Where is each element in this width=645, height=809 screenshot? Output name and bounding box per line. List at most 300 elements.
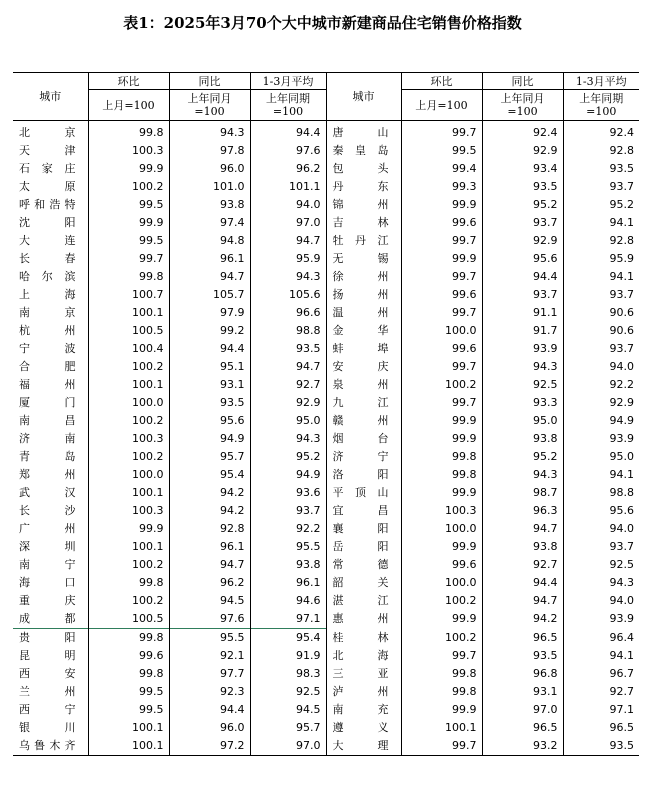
city-cell: 湛江: [326, 592, 401, 610]
city-cell: 济宁: [326, 448, 401, 466]
avg-value-cell: 95.0: [250, 412, 326, 430]
mom-value-cell: 99.7: [401, 647, 482, 665]
avg-value-cell: 95.5: [250, 538, 326, 556]
avg-value-cell: 93.9: [563, 610, 639, 629]
mom-value-cell: 99.6: [401, 214, 482, 232]
city-cell: 赣州: [326, 412, 401, 430]
avg-value-cell: 94.9: [563, 412, 639, 430]
yoy-base-text: 上年同月=100: [187, 92, 232, 118]
city-cell: 西安: [19, 667, 76, 680]
table-row: [13, 556, 639, 574]
table-row: [13, 196, 639, 214]
city-cell: 南宁: [19, 558, 76, 571]
yoy-value-cell: 97.0: [482, 701, 563, 719]
avg-value-cell: 92.5: [250, 683, 326, 701]
yoy-value-cell: 94.2: [482, 610, 563, 629]
city-cell: 南京: [19, 306, 76, 319]
table-row: [13, 448, 639, 466]
city-cell: 郑州: [19, 468, 76, 481]
city-cell: 秦皇岛: [326, 142, 401, 160]
table-row: [13, 412, 639, 430]
city-cell: 韶关: [326, 574, 401, 592]
yoy-value-cell: 95.2: [482, 448, 563, 466]
mom-value-cell: 100.1: [401, 719, 482, 737]
avg-value-cell: 98.8: [250, 322, 326, 340]
city-cell: 宜昌: [326, 502, 401, 520]
table-row: [13, 737, 639, 756]
avg-value-cell: 94.4: [250, 121, 326, 143]
yoy-value-cell: 94.7: [482, 520, 563, 538]
mom-value-cell: 100.3: [401, 502, 482, 520]
yoy-value-cell: 105.7: [169, 286, 250, 304]
yoy-value-cell: 94.4: [169, 340, 250, 358]
avg-value-cell: 91.9: [250, 647, 326, 665]
table-row: [13, 268, 639, 286]
mom-value-cell: 100.3: [88, 430, 169, 448]
yoy-value-cell: 95.6: [482, 250, 563, 268]
mom-header-right: 环比: [401, 73, 482, 90]
avg-value-cell: 95.2: [563, 196, 639, 214]
city-cell: 上海: [19, 288, 76, 301]
city-cell: 厦门: [19, 396, 76, 409]
avg-value-cell: 90.6: [563, 322, 639, 340]
table-row: [13, 142, 639, 160]
mom-value-cell: 99.9: [401, 484, 482, 502]
mom-value-cell: 99.6: [401, 556, 482, 574]
yoy-value-cell: 94.4: [482, 574, 563, 592]
mom-value-cell: 99.9: [401, 701, 482, 719]
mom-value-cell: 99.7: [401, 737, 482, 756]
avg-base-left: [250, 90, 326, 121]
city-cell: 太原: [19, 180, 76, 193]
mom-value-cell: 100.2: [88, 412, 169, 430]
avg-value-cell: 95.0: [563, 448, 639, 466]
yoy-value-cell: 94.3: [482, 358, 563, 376]
mom-value-cell: 100.1: [88, 538, 169, 556]
avg-value-cell: 94.5: [250, 701, 326, 719]
table-row: [13, 683, 639, 701]
mom-value-cell: 100.7: [88, 286, 169, 304]
city-cell: 哈尔滨: [19, 270, 76, 283]
city-cell: 惠州: [326, 610, 401, 629]
mom-value-cell: 99.7: [401, 358, 482, 376]
city-cell: 宁波: [19, 342, 76, 355]
yoy-value-cell: 91.7: [482, 322, 563, 340]
city-cell: 丹东: [326, 178, 401, 196]
table-row: [13, 250, 639, 268]
avg-value-cell: 94.6: [250, 592, 326, 610]
yoy-value-cell: 96.5: [482, 719, 563, 737]
avg-value-cell: 94.3: [563, 574, 639, 592]
table-row: [13, 214, 639, 232]
avg-value-cell: 92.8: [563, 232, 639, 250]
yoy-header-left: 同比: [169, 73, 250, 90]
city-cell: 武汉: [19, 486, 76, 499]
city-cell: 昆明: [19, 649, 76, 662]
city-cell: 长春: [19, 252, 76, 265]
mom-value-cell: 100.2: [88, 178, 169, 196]
yoy-value-cell: 97.2: [169, 737, 250, 756]
yoy-value-cell: 93.1: [482, 683, 563, 701]
table-row: [13, 304, 639, 322]
avg-value-cell: 93.7: [563, 178, 639, 196]
city-cell: 无锡: [326, 250, 401, 268]
avg-value-cell: 94.0: [563, 592, 639, 610]
avg-value-cell: 93.7: [563, 538, 639, 556]
yoy-value-cell: 97.9: [169, 304, 250, 322]
table-row: [13, 160, 639, 178]
mom-value-cell: 100.3: [88, 142, 169, 160]
city-cell: 北京: [19, 126, 76, 139]
avg-value-cell: 92.8: [563, 142, 639, 160]
yoy-value-cell: 94.3: [169, 121, 250, 143]
mom-value-cell: 99.8: [401, 448, 482, 466]
city-cell: 吉林: [326, 214, 401, 232]
yoy-value-cell: 94.3: [482, 466, 563, 484]
yoy-value-cell: 96.0: [169, 719, 250, 737]
yoy-value-cell: 93.3: [482, 394, 563, 412]
city-cell: 成都: [19, 612, 76, 625]
avg-value-cell: 94.3: [250, 268, 326, 286]
avg-value-cell: 93.7: [250, 502, 326, 520]
yoy-value-cell: 92.5: [482, 376, 563, 394]
table-title: 表1：2025年3月70个大中城市新建商品住宅销售价格指数: [123, 14, 522, 32]
city-cell: 温州: [326, 304, 401, 322]
yoy-value-cell: 92.7: [482, 556, 563, 574]
mom-value-cell: 99.8: [88, 665, 169, 683]
city-cell: 南昌: [19, 414, 76, 427]
city-cell: 广州: [19, 522, 76, 535]
yoy-value-cell: 96.8: [482, 665, 563, 683]
yoy-value-cell: 95.0: [482, 412, 563, 430]
city-cell: 北海: [326, 647, 401, 665]
avg-base-text: 上年同期=100: [266, 92, 310, 118]
yoy-value-cell: 98.7: [482, 484, 563, 502]
city-cell: 桂林: [326, 629, 401, 648]
avg-value-cell: 94.1: [563, 466, 639, 484]
mom-value-cell: 99.7: [401, 232, 482, 250]
city-cell: 包头: [326, 160, 401, 178]
price-index-table: [13, 72, 639, 756]
mom-value-cell: 99.8: [88, 268, 169, 286]
table-row: [13, 538, 639, 556]
mom-value-cell: 99.7: [401, 304, 482, 322]
avg-value-cell: 95.4: [250, 629, 326, 648]
city-cell: 三亚: [326, 665, 401, 683]
city-cell: 杭州: [19, 324, 76, 337]
city-cell: 重庆: [19, 594, 76, 607]
mom-value-cell: 99.9: [401, 610, 482, 629]
yoy-value-cell: 92.3: [169, 683, 250, 701]
avg-value-cell: 96.5: [563, 719, 639, 737]
avg-value-cell: 95.7: [250, 719, 326, 737]
avg-value-cell: 92.2: [563, 376, 639, 394]
yoy-base-right: [482, 90, 563, 121]
mom-value-cell: 99.9: [401, 196, 482, 214]
city-header-right: 城市: [326, 73, 401, 121]
city-cell: 襄阳: [326, 520, 401, 538]
table-row: [13, 178, 639, 196]
yoy-value-cell: 93.1: [169, 376, 250, 394]
city-cell: 大连: [19, 234, 76, 247]
table-row: [13, 466, 639, 484]
avg-value-cell: 92.9: [563, 394, 639, 412]
city-cell: 洛阳: [326, 466, 401, 484]
city-cell: 海口: [19, 576, 76, 589]
city-cell: 安庆: [326, 358, 401, 376]
mom-value-cell: 100.2: [88, 448, 169, 466]
mom-value-cell: 99.8: [88, 629, 169, 648]
mom-value-cell: 100.2: [88, 358, 169, 376]
yoy-value-cell: 94.4: [482, 268, 563, 286]
mom-value-cell: 100.2: [401, 629, 482, 648]
table-row: [13, 286, 639, 304]
mom-value-cell: 100.0: [401, 322, 482, 340]
yoy-value-cell: 94.2: [169, 484, 250, 502]
yoy-value-cell: 92.4: [482, 121, 563, 143]
yoy-value-cell: 101.0: [169, 178, 250, 196]
city-cell: 金华: [326, 322, 401, 340]
avg-value-cell: 97.6: [250, 142, 326, 160]
mom-value-cell: 100.1: [88, 304, 169, 322]
yoy-value-cell: 95.5: [169, 629, 250, 648]
avg-value-cell: 97.0: [250, 214, 326, 232]
table-row: [13, 502, 639, 520]
avg-value-cell: 93.5: [563, 160, 639, 178]
mom-value-cell: 99.9: [88, 214, 169, 232]
city-cell: 福州: [19, 378, 76, 391]
mom-value-cell: 100.0: [401, 574, 482, 592]
mom-value-cell: 99.8: [401, 665, 482, 683]
city-cell: 常德: [326, 556, 401, 574]
avg-value-cell: 94.0: [563, 358, 639, 376]
mom-value-cell: 99.5: [88, 232, 169, 250]
yoy-value-cell: 94.9: [169, 430, 250, 448]
yoy-value-cell: 95.6: [169, 412, 250, 430]
table-row: [13, 610, 639, 629]
mom-value-cell: 99.5: [88, 196, 169, 214]
avg-value-cell: 98.8: [563, 484, 639, 502]
city-cell: 西宁: [19, 703, 76, 716]
yoy-value-cell: 93.5: [482, 647, 563, 665]
mom-header-left: 环比: [88, 73, 169, 90]
avg-value-cell: 97.0: [250, 737, 326, 756]
avg-value-cell: 92.7: [250, 376, 326, 394]
avg-value-cell: 94.1: [563, 647, 639, 665]
avg-value-cell: 92.5: [563, 556, 639, 574]
city-cell: 长沙: [19, 504, 76, 517]
avg-base-right: [563, 90, 639, 121]
mom-value-cell: 99.9: [88, 160, 169, 178]
mom-value-cell: 99.5: [88, 683, 169, 701]
yoy-value-cell: 93.2: [482, 737, 563, 756]
city-cell: 南充: [326, 701, 401, 719]
yoy-value-cell: 97.4: [169, 214, 250, 232]
city-cell: 兰州: [19, 685, 76, 698]
table-row: [13, 484, 639, 502]
yoy-value-cell: 94.7: [482, 592, 563, 610]
yoy-header-right: 同比: [482, 73, 563, 90]
mom-value-cell: 99.8: [401, 683, 482, 701]
table-row: [13, 322, 639, 340]
yoy-value-cell: 95.1: [169, 358, 250, 376]
avg-header-left: 1-3月平均: [250, 73, 326, 90]
yoy-base-text: 上年同月=100: [500, 92, 545, 118]
mom-value-cell: 99.5: [401, 142, 482, 160]
mom-value-cell: 100.3: [88, 502, 169, 520]
mom-value-cell: 99.9: [401, 412, 482, 430]
avg-header-right: 1-3月平均: [563, 73, 639, 90]
yoy-value-cell: 94.8: [169, 232, 250, 250]
yoy-value-cell: 97.8: [169, 142, 250, 160]
mom-value-cell: 99.9: [401, 538, 482, 556]
city-cell: 牡丹江: [326, 232, 401, 250]
yoy-value-cell: 93.4: [482, 160, 563, 178]
avg-value-cell: 97.1: [563, 701, 639, 719]
yoy-value-cell: 94.5: [169, 592, 250, 610]
yoy-value-cell: 96.1: [169, 250, 250, 268]
table-row: [13, 520, 639, 538]
mom-value-cell: 99.7: [401, 121, 482, 143]
avg-value-cell: 96.2: [250, 160, 326, 178]
yoy-value-cell: 92.9: [482, 232, 563, 250]
table-row: [13, 592, 639, 610]
avg-value-cell: 93.6: [250, 484, 326, 502]
table-row: [13, 394, 639, 412]
city-cell: 深圳: [19, 540, 76, 553]
city-header-left: 城市: [13, 73, 88, 121]
mom-value-cell: 100.1: [88, 376, 169, 394]
table-row: [13, 358, 639, 376]
mom-value-cell: 99.4: [401, 160, 482, 178]
mom-value-cell: 99.5: [88, 701, 169, 719]
avg-value-cell: 92.4: [563, 121, 639, 143]
yoy-value-cell: 93.8: [482, 538, 563, 556]
yoy-value-cell: 99.2: [169, 322, 250, 340]
avg-value-cell: 93.7: [563, 340, 639, 358]
avg-value-cell: 90.6: [563, 304, 639, 322]
yoy-value-cell: 92.1: [169, 647, 250, 665]
city-cell: 大理: [326, 737, 401, 756]
mom-value-cell: 99.7: [88, 250, 169, 268]
mom-value-cell: 100.1: [88, 719, 169, 737]
yoy-value-cell: 93.8: [482, 430, 563, 448]
mom-value-cell: 100.1: [88, 737, 169, 756]
avg-value-cell: 92.9: [250, 394, 326, 412]
city-cell: 遵义: [326, 719, 401, 737]
city-cell: 平顶山: [326, 484, 401, 502]
city-cell: 贵阳: [13, 629, 88, 648]
avg-value-cell: 101.1: [250, 178, 326, 196]
mom-base-right: 上月=100: [401, 90, 482, 121]
avg-value-cell: 95.9: [563, 250, 639, 268]
mom-value-cell: 99.8: [88, 121, 169, 143]
city-cell: 唐山: [326, 121, 401, 143]
yoy-value-cell: 93.7: [482, 214, 563, 232]
city-cell: 合肥: [19, 360, 76, 373]
table-row: [13, 647, 639, 665]
city-cell: 沈阳: [19, 216, 76, 229]
mom-value-cell: 100.0: [401, 520, 482, 538]
mom-value-cell: 99.7: [401, 268, 482, 286]
yoy-value-cell: 97.7: [169, 665, 250, 683]
mom-value-cell: 99.7: [401, 394, 482, 412]
avg-value-cell: 92.7: [563, 683, 639, 701]
mom-value-cell: 100.2: [88, 592, 169, 610]
avg-value-cell: 93.8: [250, 556, 326, 574]
table-row: [13, 430, 639, 448]
yoy-value-cell: 97.6: [169, 610, 250, 629]
mom-value-cell: 100.1: [88, 484, 169, 502]
city-cell: 烟台: [326, 430, 401, 448]
table-row: [13, 629, 639, 648]
avg-value-cell: 94.9: [250, 466, 326, 484]
avg-value-cell: 93.9: [563, 430, 639, 448]
yoy-value-cell: 93.8: [169, 196, 250, 214]
yoy-value-cell: 95.4: [169, 466, 250, 484]
city-cell: 泸州: [326, 683, 401, 701]
yoy-value-cell: 96.0: [169, 160, 250, 178]
mom-value-cell: 100.0: [88, 466, 169, 484]
mom-value-cell: 99.8: [401, 466, 482, 484]
city-cell: 岳阳: [326, 538, 401, 556]
city-cell: 徐州: [326, 268, 401, 286]
mom-value-cell: 99.9: [401, 430, 482, 448]
city-cell: 天津: [19, 144, 76, 157]
city-cell: 银川: [19, 721, 76, 734]
avg-value-cell: 93.5: [250, 340, 326, 358]
yoy-value-cell: 91.1: [482, 304, 563, 322]
city-cell: 乌鲁木齐: [13, 737, 88, 756]
table-body: [13, 121, 639, 756]
avg-value-cell: 96.1: [250, 574, 326, 592]
mom-value-cell: 99.9: [401, 250, 482, 268]
yoy-base-left: [169, 90, 250, 121]
mom-base-left: 上月=100: [88, 90, 169, 121]
table-row: [13, 340, 639, 358]
yoy-value-cell: 94.2: [169, 502, 250, 520]
yoy-value-cell: 94.7: [169, 556, 250, 574]
yoy-value-cell: 96.2: [169, 574, 250, 592]
mom-value-cell: 99.6: [401, 286, 482, 304]
table-row: [13, 701, 639, 719]
avg-value-cell: 94.1: [563, 268, 639, 286]
table-row: [13, 121, 639, 143]
table-row: [13, 574, 639, 592]
avg-value-cell: 96.4: [563, 629, 639, 648]
avg-value-cell: 94.0: [250, 196, 326, 214]
avg-value-cell: 94.7: [250, 232, 326, 250]
yoy-value-cell: 96.3: [482, 502, 563, 520]
avg-value-cell: 105.6: [250, 286, 326, 304]
city-cell: 扬州: [326, 286, 401, 304]
mom-value-cell: 99.3: [401, 178, 482, 196]
table-row: [13, 719, 639, 737]
yoy-value-cell: 93.9: [482, 340, 563, 358]
avg-value-cell: 93.7: [563, 286, 639, 304]
mom-value-cell: 100.4: [88, 340, 169, 358]
city-cell: 青岛: [19, 450, 76, 463]
avg-value-cell: 95.2: [250, 448, 326, 466]
avg-value-cell: 94.0: [563, 520, 639, 538]
mom-value-cell: 99.9: [88, 520, 169, 538]
table-row: [13, 376, 639, 394]
avg-value-cell: 97.1: [250, 610, 326, 629]
city-cell: 济南: [19, 432, 76, 445]
yoy-value-cell: 93.5: [169, 394, 250, 412]
yoy-value-cell: 96.5: [482, 629, 563, 648]
yoy-value-cell: 94.4: [169, 701, 250, 719]
